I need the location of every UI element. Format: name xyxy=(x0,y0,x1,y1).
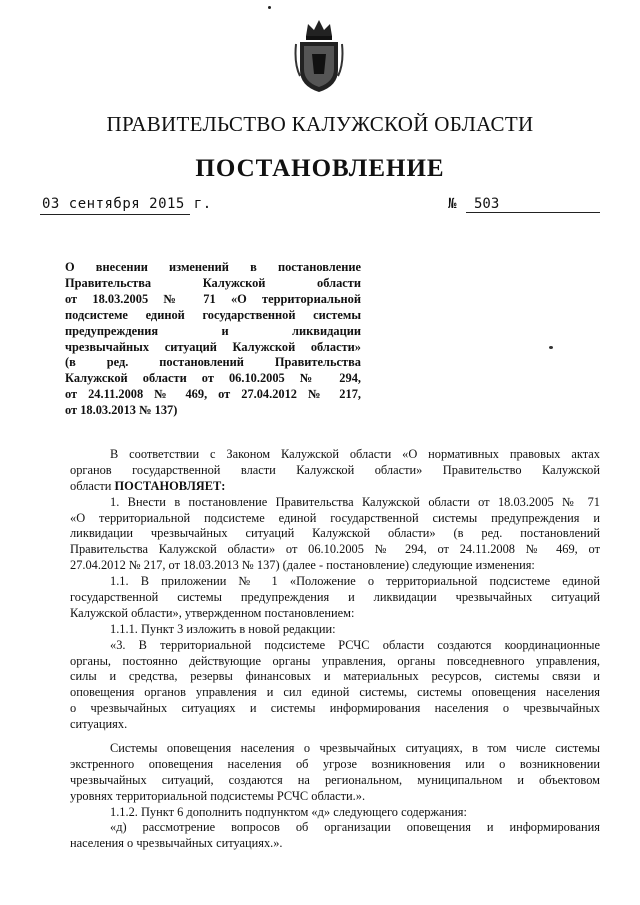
number-label: № xyxy=(448,196,457,212)
paragraph-preamble xyxy=(70,447,600,495)
subject-line: Калужской области от 06.10.2005 № 294, xyxy=(65,371,361,386)
text-line: оповещения органов управления и сил единой системы, системы оповещения населения xyxy=(70,685,600,700)
text-line: органов государственной власти Калужской области» Правительство Калужской xyxy=(70,462,600,477)
text-line xyxy=(70,479,600,495)
number-underline xyxy=(466,212,600,213)
text-line: органы, постоянно действующие органы управления, органы повседневного управления, xyxy=(70,653,600,668)
text-line: государственной системы предупреждения и ликвидации чрезвычайных ситуаций xyxy=(70,590,600,605)
document-number: 503 xyxy=(474,196,500,212)
subject-line: О внесении изменений в постановление xyxy=(65,260,361,274)
paragraph-item-1-1-2 xyxy=(70,805,600,821)
text-line: «д) рассмотрение вопросов об организации оповещения и информирования xyxy=(110,820,600,835)
text-line: ликвидации чрезвычайных ситуаций Калужской области» (в ред. постановлений xyxy=(70,526,600,541)
text-line: 1.1. В приложении № 1 «Положение о территориальной подсистеме единой xyxy=(110,574,600,589)
subject-line: Правительства Калужской области xyxy=(65,275,361,290)
paragraph-subitem-d xyxy=(70,820,600,852)
subject-line: чрезвычайных ситуаций Калужской области» xyxy=(65,339,361,354)
date-underline xyxy=(40,214,190,215)
text-line: «О территориальной подсистеме единой государственной системы предупреждения и xyxy=(70,510,600,525)
text-line: Системы оповещения населения о чрезвычайных ситуациях, в том числе системы xyxy=(110,741,600,756)
text-line: 1. Внести в постановление Правительства Калужской области от 18.03.2005 № 71 xyxy=(110,494,600,509)
decree-word: ПОСТАНОВЛЯЕТ: xyxy=(114,478,226,493)
paragraph-gap xyxy=(70,733,600,741)
text-line: о чрезвычайных ситуациях и системы информирования населения о чрезвычайных xyxy=(70,701,600,716)
text-line-part: области xyxy=(70,478,115,493)
paragraph-item-1-1 xyxy=(70,574,600,622)
text-line: экстренного оповещения населения об угрозе возникновения или о возникновении xyxy=(70,756,600,771)
subject-line: от 18.03.2013 № 137) xyxy=(65,403,178,418)
scan-speck xyxy=(549,346,553,349)
text-line: Правительства Калужской области» от 06.10.2005 № 294, от 24.11.2008 № 469, от xyxy=(70,542,600,557)
scan-speck xyxy=(268,6,271,9)
text-line: 1.1.1. Пункт 3 изложить в новой редакции: xyxy=(110,621,336,636)
document-subject xyxy=(65,260,361,419)
text-line: ситуациях. xyxy=(70,717,128,732)
text-line: 27.04.2012 № 217, от 18.03.2013 № 137) (далее - постановление) следующие изменения: xyxy=(70,558,535,573)
subject-line: предупреждения и ликвидации xyxy=(65,323,361,338)
text-line: уровнях территориальной подсистемы РСЧС области.». xyxy=(70,788,366,803)
text-line: «3. В территориальной подсистеме РСЧС области создаются координационные xyxy=(110,637,600,652)
text-line: В соответствии с Законом Калужской области «О нормативных правовых актах xyxy=(110,447,600,461)
subject-line: от 24.11.2008 № 469, от 27.04.2012 № 217, xyxy=(65,387,361,402)
document-body xyxy=(70,447,600,852)
text-line: 1.1.2. Пункт 6 дополнить подпунктом «д» следующего содержания: xyxy=(110,804,467,819)
subject-line: от 18.03.2005 № 71 «О территориальной xyxy=(65,291,361,306)
subject-line: подсистеме единой государственной системы xyxy=(65,307,361,322)
government-title: ПРАВИТЕЛЬСТВО КАЛУЖСКОЙ ОБЛАСТИ xyxy=(106,112,534,136)
subject-line: (в ред. постановлений Правительства xyxy=(65,355,361,370)
document-type: ПОСТАНОВЛЕНИЕ xyxy=(195,155,445,182)
paragraph-item-1 xyxy=(70,495,600,574)
text-line: силы и средства, резервы финансовых и материальных ресурсов, системы связи и xyxy=(70,669,600,684)
text-line: чрезвычайных ситуаций, создаются на региональном, муниципальном и объектовом xyxy=(70,772,600,787)
paragraph-warning-systems xyxy=(70,741,600,805)
coat-of-arms-icon xyxy=(294,14,344,94)
text-line: Калужской области», утвержденном постановлением: xyxy=(70,605,355,620)
paragraph-clause-3 xyxy=(70,638,600,733)
paragraph-item-1-1-1 xyxy=(70,622,600,638)
document-date: 03 сентября 2015 г. xyxy=(42,196,212,212)
text-line: населения о чрезвычайных ситуациях.». xyxy=(70,836,283,851)
